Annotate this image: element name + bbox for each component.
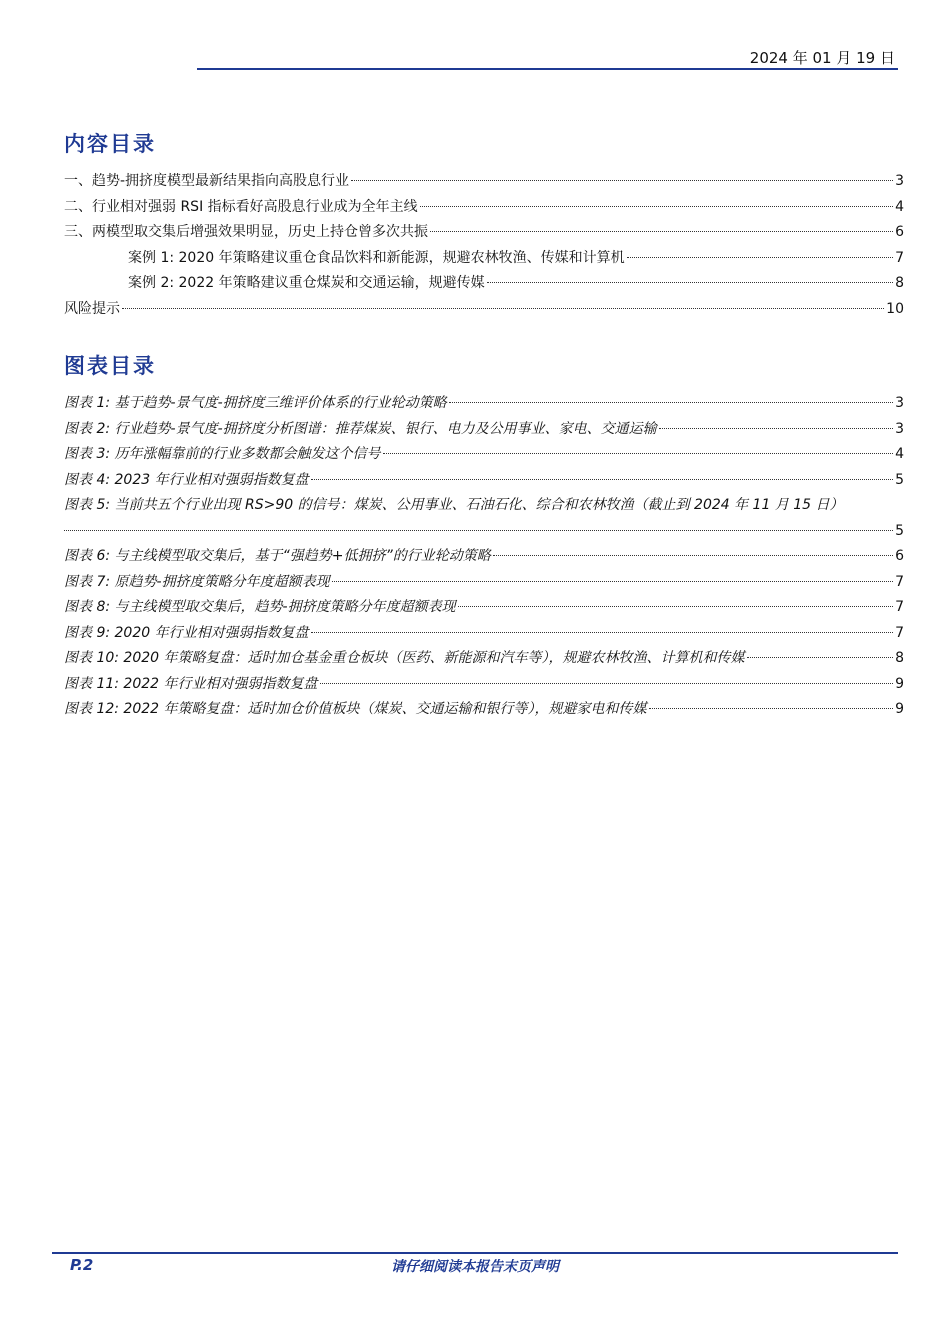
figure-entry-title: 图表 4: 2023 年行业相对强弱指数复盘: [64, 471, 309, 488]
toc-entry[interactable]: [64, 169, 904, 195]
dot-leader: [430, 231, 893, 232]
figure-entry-page: 6: [895, 548, 904, 564]
dot-leader: [449, 402, 893, 403]
dot-leader: [64, 530, 893, 531]
dot-leader: [383, 453, 894, 454]
figure-entry-page: 9: [895, 675, 904, 692]
figure-entry-page: 4: [895, 446, 904, 462]
figure-entry-title: 图表 10: 2020 年策略复盘：适时加仓基金重仓板块（医药、新能源和汽车等），规避农林牧渔、计算机和传媒: [64, 650, 745, 666]
dot-leader: [311, 632, 893, 633]
contents-title: 内容目录: [64, 132, 156, 156]
figure-entry-title: 图表 7: 原趋势-拥挤度策略分年度超额表现: [64, 573, 330, 590]
figure-entry-page: 3: [895, 395, 904, 411]
dot-leader: [320, 683, 894, 684]
figure-entry[interactable]: [64, 468, 904, 494]
dot-leader: [487, 282, 893, 283]
figures-list: [64, 391, 904, 723]
footer-disclaimer-note: 请仔细阅读本报告末页声明: [391, 1259, 559, 1275]
dot-leader: [458, 606, 894, 607]
contents-list: [64, 169, 904, 322]
figure-entry[interactable]: [64, 697, 904, 723]
toc-entry[interactable]: [64, 220, 904, 246]
toc-entry-title: 案例 2: 2022 年策略建议重仓煤炭和交通运输，规避传媒: [128, 275, 485, 291]
toc-entry-page: 6: [895, 224, 904, 240]
header-date: 2024 年 01 月 19 日: [749, 49, 895, 67]
figure-entry-title: 图表 9: 2020 年行业相对强弱指数复盘: [64, 624, 309, 641]
toc-entry-page: 3: [895, 173, 904, 189]
footer-divider: [52, 1252, 898, 1254]
figure-entry[interactable]: [64, 595, 904, 621]
dot-leader: [649, 708, 894, 709]
toc-entry-title: 一、趋势-拥挤度模型最新结果指向高股息行业: [64, 173, 350, 189]
dot-leader: [420, 206, 893, 207]
figure-entry-page: 7: [895, 624, 904, 641]
dot-leader: [122, 308, 884, 309]
figure-entry-continuation[interactable]: [64, 519, 904, 545]
figure-entry-title: 图表 5: 当前共五个行业出现 RS>90 的信号：煤炭、公用事业、石油石化、综合和农林牧渔（截止到 2024 年 11 月 15 日）: [64, 497, 844, 513]
toc-entry-page: 7: [895, 249, 904, 266]
figure-entry[interactable]: [64, 646, 904, 672]
figure-entry-title: 图表 1: 基于趋势-景气度-拥挤度三维评价体系的行业轮动策略: [64, 395, 447, 411]
toc-entry-page: 4: [895, 198, 904, 215]
figure-entry-title: 图表 6: 与主线模型取交集后，基于“强趋势+低拥挤”的行业轮动策略: [64, 548, 491, 564]
toc-entry[interactable]: [64, 297, 904, 323]
toc-entry-title: 案例 1: 2020 年策略建议重仓食品饮料和新能源，规避农林牧渔、传媒和计算机: [128, 249, 625, 266]
dot-leader: [659, 428, 893, 429]
figure-entry-page: 3: [895, 420, 904, 437]
figure-entry-title: 图表 12: 2022 年策略复盘：适时加仓价值板块（煤炭、交通运输和银行等），规避家电和传媒: [64, 701, 647, 717]
figure-entry[interactable]: [64, 442, 904, 468]
dot-leader: [351, 180, 893, 181]
figure-entry-page: 9: [895, 701, 904, 717]
figure-entry[interactable]: [64, 493, 904, 519]
dot-leader: [493, 555, 893, 556]
figure-entry-page: 7: [895, 599, 904, 615]
dot-leader: [627, 257, 893, 258]
dot-leader: [311, 479, 893, 480]
figure-entry-page: 7: [895, 573, 904, 590]
footer-page-number: P.2: [70, 1256, 94, 1274]
figure-entry-title: 图表 8: 与主线模型取交集后，趋势-拥挤度策略分年度超额表现: [64, 599, 456, 615]
figure-entry[interactable]: [64, 544, 904, 570]
toc-subentry[interactable]: [64, 271, 904, 297]
figure-entry-title: 图表 2: 行业趋势-景气度-拥挤度分析图谱：推荐煤炭、银行、电力及公用事业、家电、交通运输: [64, 420, 657, 437]
figure-entry-page: 8: [895, 650, 904, 666]
figure-entry[interactable]: [64, 621, 904, 647]
toc-subentry[interactable]: [64, 246, 904, 272]
figure-entry[interactable]: [64, 570, 904, 596]
figures-title: 图表目录: [64, 354, 156, 378]
figure-entry[interactable]: [64, 417, 904, 443]
toc-entry-title: 风险提示: [64, 300, 120, 317]
figure-entry[interactable]: [64, 391, 904, 417]
figure-entry-page: 5: [895, 471, 904, 488]
toc-entry-title: 二、行业相对强弱 RSI 指标看好高股息行业成为全年主线: [64, 198, 418, 215]
toc-entry-page: 8: [895, 275, 904, 291]
dot-leader: [747, 657, 894, 658]
toc-entry-page: 10: [886, 300, 904, 317]
figure-entry-title: 图表 3: 历年涨幅靠前的行业多数都会触发这个信号: [64, 446, 381, 462]
figure-entry-page: 5: [895, 522, 904, 539]
toc-entry-title: 三、两模型取交集后增强效果明显，历史上持仓曾多次共振: [64, 224, 428, 240]
figure-entry-title: 图表 11: 2022 年行业相对强弱指数复盘: [64, 675, 318, 692]
dot-leader: [332, 581, 894, 582]
toc-entry[interactable]: [64, 195, 904, 221]
figure-entry[interactable]: [64, 672, 904, 698]
header-divider: [197, 68, 898, 70]
